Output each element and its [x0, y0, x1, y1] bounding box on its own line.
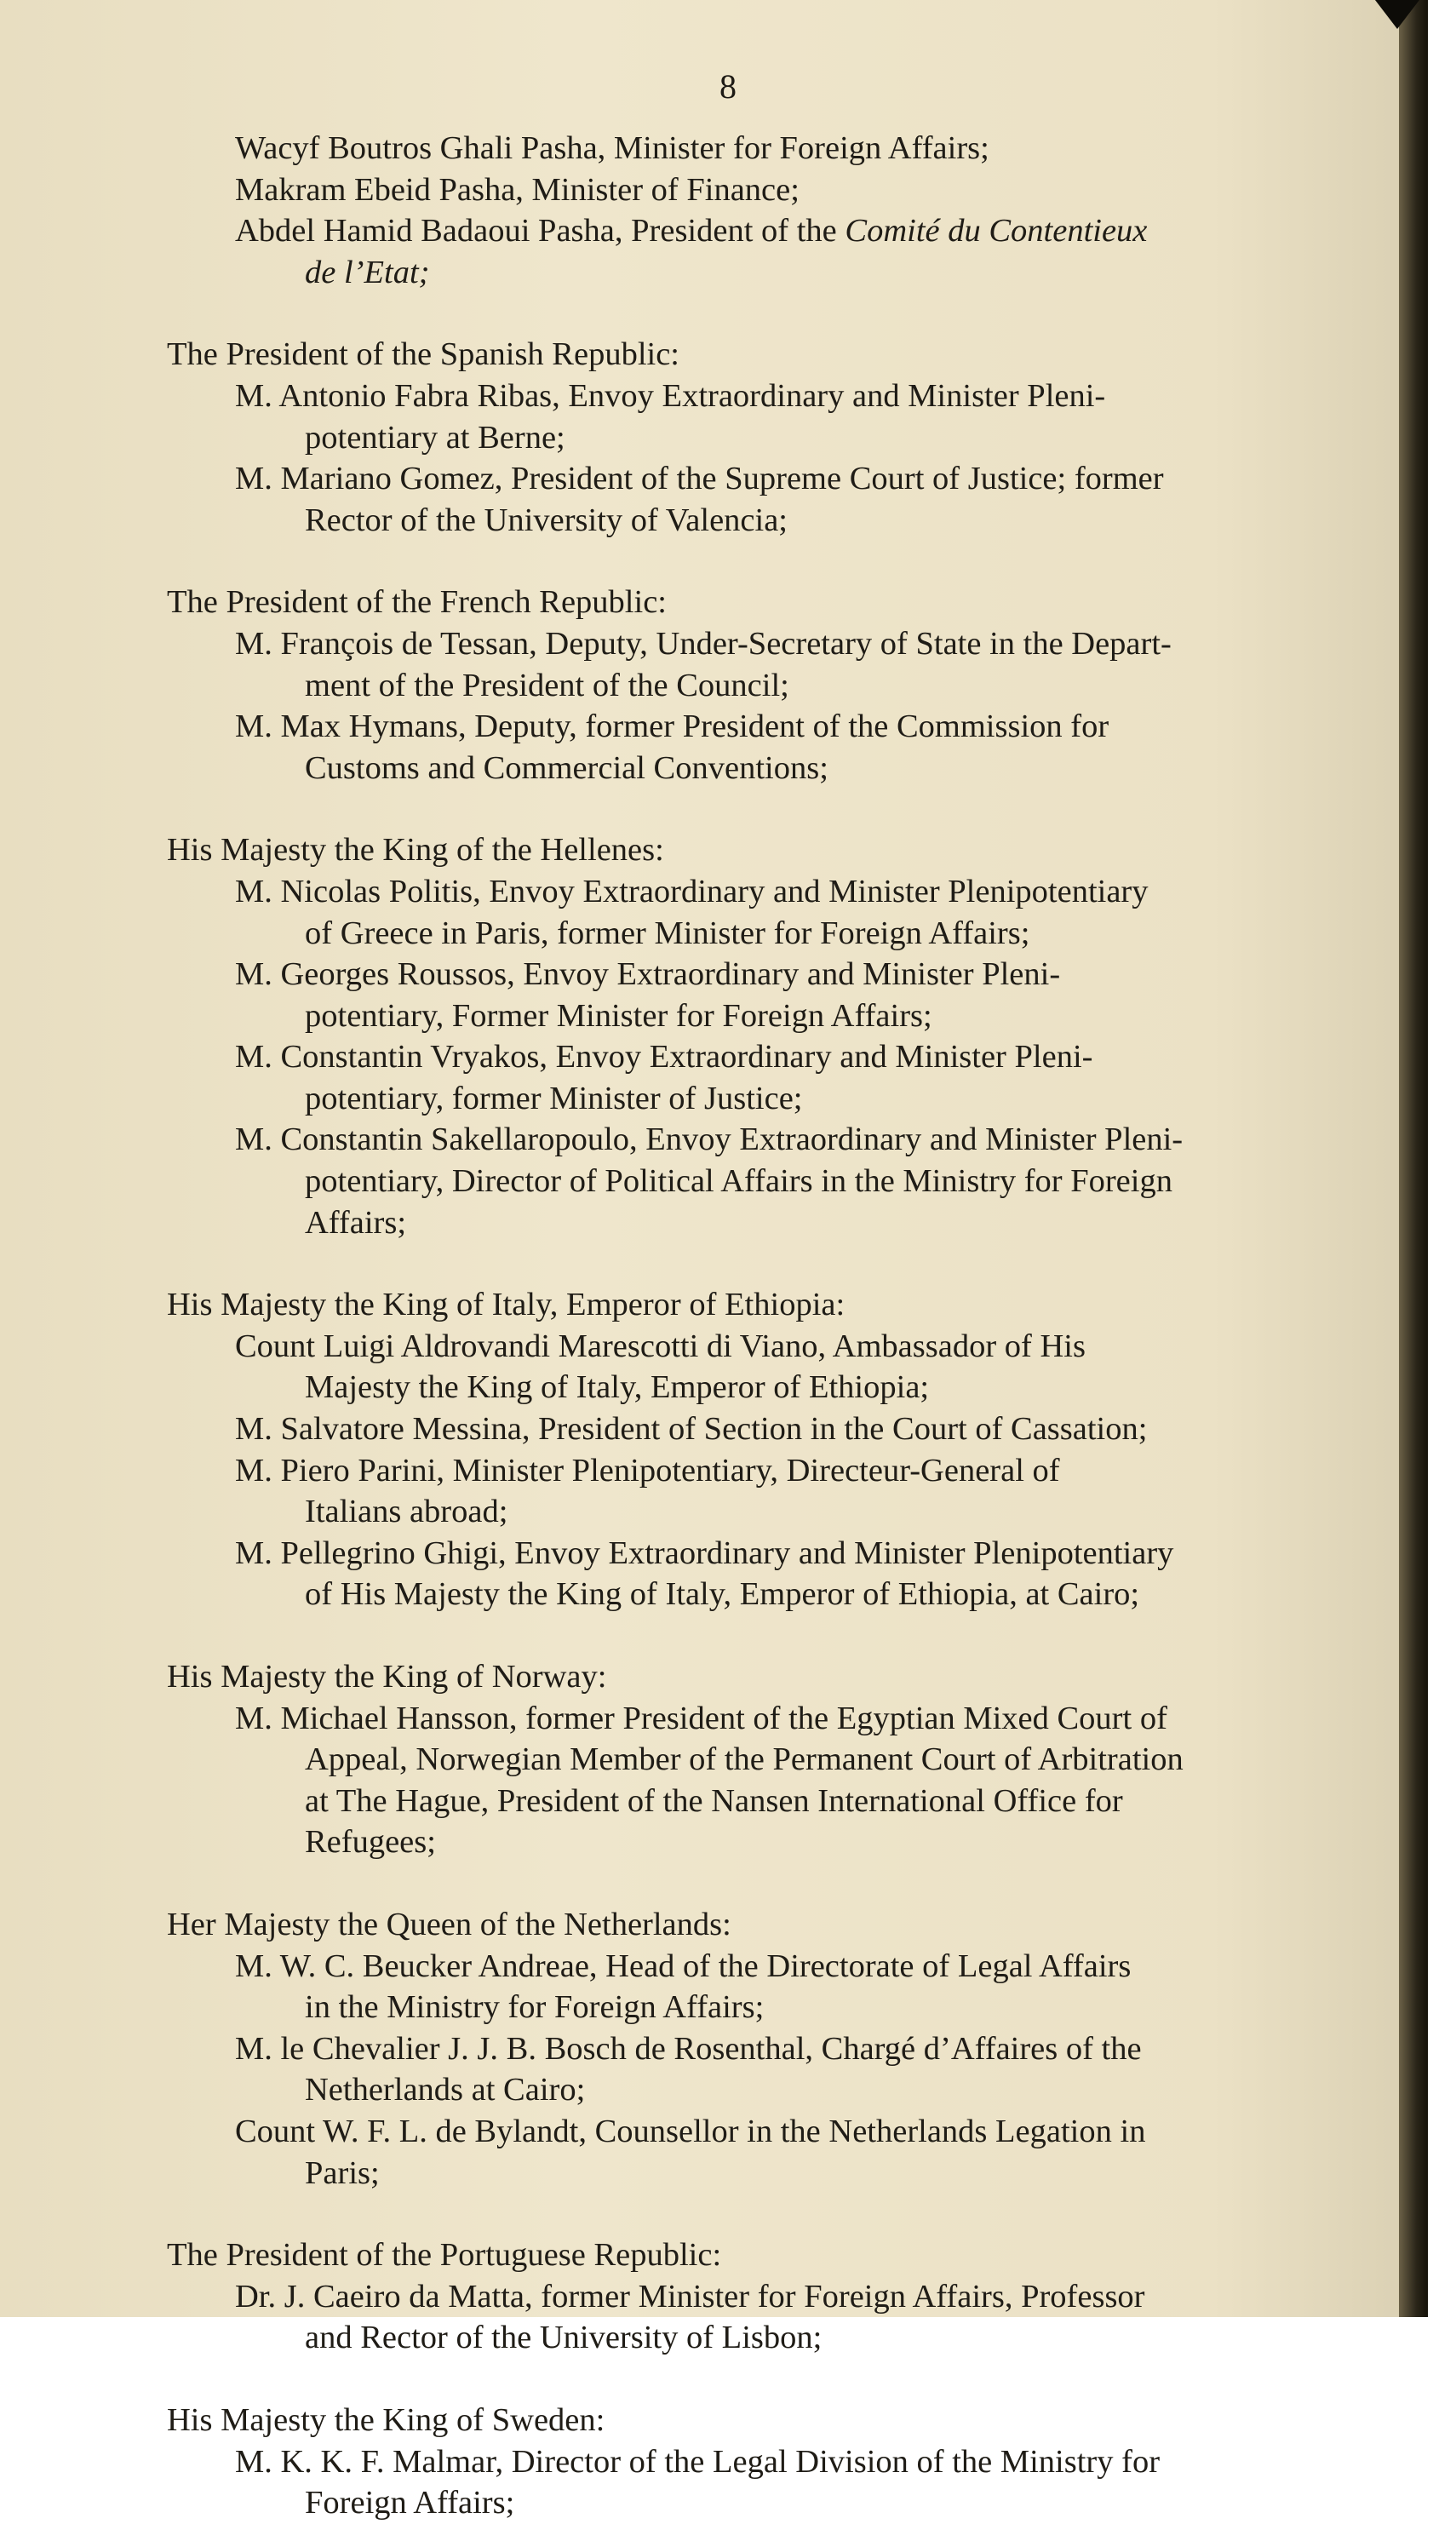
- line-text: of Greece in Paris, former Minister for Foreign Affairs;: [305, 915, 1030, 951]
- line-text: His Majesty the King of Italy, Emperor of Ethiopia:: [167, 1287, 846, 1323]
- paragraph-gap: [167, 1863, 1359, 1904]
- paragraph: [167, 1904, 1359, 2194]
- line-text: Affairs;: [305, 1204, 407, 1241]
- text-line: [167, 2482, 1359, 2524]
- paragraph: [167, 128, 1359, 293]
- text-line: [167, 995, 1359, 1037]
- heading-line: [167, 2400, 1359, 2441]
- line-text: M. Nicolas Politis, Envoy Extraordinary and Minister Plenipotentiary: [235, 873, 1149, 909]
- line-text: of His Majesty the King of Italy, Emperor of Ethiopia, at Cairo;: [305, 1576, 1140, 1613]
- text-line: [167, 1574, 1359, 1615]
- line-text: Paris;: [305, 2154, 380, 2191]
- paragraph: [167, 2400, 1359, 2524]
- text-line: [167, 458, 1359, 500]
- line-text: M. Pellegrino Ghigi, Envoy Extraordinary and Minister Plenipotentiary: [235, 1534, 1174, 1571]
- text-line: [167, 2153, 1359, 2194]
- text-line: [167, 1491, 1359, 1533]
- text-line: [167, 252, 1359, 294]
- line-text: Abdel Hamid Badaoui Pasha, President of the: [235, 213, 837, 250]
- line-text: His Majesty the King of the Hellenes:: [167, 832, 664, 869]
- text-line: [167, 1987, 1359, 2028]
- text-line: [167, 2028, 1359, 2070]
- line-text: M. K. K. F. Malmar, Director of the Legal Division of the Ministry for: [235, 2443, 1161, 2480]
- text-line: [167, 500, 1359, 542]
- line-text: M. Salvatore Messina, President of Section in the Court of Cassation;: [235, 1411, 1148, 1448]
- line-text: Her Majesty the Queen of the Netherlands:: [167, 1906, 731, 1942]
- text-line: [167, 1161, 1359, 1202]
- paragraph: [167, 1284, 1359, 1615]
- line-text: M. W. C. Beucker Andreae, Head of the Directorate of Legal Affairs: [235, 1947, 1132, 1984]
- line-text: M. François de Tessan, Deputy, Under-Secretary of State in the Depart-: [235, 625, 1172, 662]
- paragraph-gap: [167, 789, 1359, 829]
- paragraph: [167, 1656, 1359, 1863]
- line-text: Italians abroad;: [305, 1494, 508, 1530]
- line-text: M. Max Hymans, Deputy, former President of the Commission for: [235, 708, 1109, 745]
- heading-line: [167, 1284, 1359, 1326]
- text-line: [167, 2069, 1359, 2111]
- text-line: [167, 665, 1359, 707]
- paragraph-gap: [167, 2359, 1359, 2400]
- line-text: Appeal, Norwegian Member of the Permanent Court of Arbitration: [305, 1741, 1184, 1778]
- line-text: The President of the Spanish Republic:: [167, 336, 679, 373]
- italic-text: de l’Etat;: [305, 254, 430, 290]
- text-line: [167, 1739, 1359, 1781]
- line-text: Rector of the University of Valencia;: [305, 502, 788, 538]
- text-line: [167, 954, 1359, 995]
- text-line: [167, 210, 1359, 252]
- line-text: Majesty the King of Italy, Emperor of Ethiopia;: [305, 1369, 930, 1406]
- line-text: Wacyf Boutros Ghali Pasha, Minister for Foreign Affairs;: [235, 130, 989, 166]
- text-line: [167, 1533, 1359, 1575]
- text-line: [167, 1078, 1359, 1120]
- text-line: [167, 2317, 1359, 2359]
- text-line: [167, 128, 1359, 169]
- line-text: potentiary, Director of Political Affairs in the Ministry for Foreign: [305, 1163, 1172, 1200]
- line-text: M. Piero Parini, Minister Plenipotentiary, Directeur-General of: [235, 1452, 1060, 1489]
- text-line: [167, 1781, 1359, 1822]
- paragraph: [167, 2234, 1359, 2359]
- line-text: M. Michael Hansson, former President of the Egyptian Mixed Court of: [235, 1700, 1167, 1736]
- text-line: [167, 417, 1359, 459]
- paragraph: [167, 829, 1359, 1243]
- line-text: Customs and Commercial Conventions;: [305, 749, 828, 786]
- text-line: [167, 748, 1359, 789]
- text-line: [167, 2111, 1359, 2153]
- paragraph: [167, 582, 1359, 789]
- book-spine-shadow: [1399, 0, 1428, 2317]
- line-text: potentiary, Former Minister for Foreign Affairs;: [305, 997, 932, 1034]
- line-text: M. Constantin Vryakos, Envoy Extraordinary and Minister Pleni-: [235, 1039, 1093, 1076]
- line-text: M. le Chevalier J. J. B. Bosch de Rosenthal, Chargé d’Affaires of the: [235, 2030, 1142, 2067]
- text-line: [167, 1946, 1359, 1988]
- line-text: His Majesty the King of Sweden:: [167, 2401, 605, 2438]
- line-text: potentiary, former Minister of Justice;: [305, 1080, 803, 1116]
- line-text: Foreign Affairs;: [305, 2485, 515, 2521]
- line-text: The President of the French Republic:: [167, 584, 667, 621]
- text-line: [167, 2276, 1359, 2318]
- line-text: The President of the Portuguese Republic:: [167, 2237, 722, 2274]
- line-text: M. Mariano Gomez, President of the Supreme Court of Justice; former: [235, 461, 1164, 497]
- text-line: [167, 1450, 1359, 1492]
- line-text: ment of the President of the Council;: [305, 667, 789, 703]
- heading-line: [167, 582, 1359, 623]
- text-line: [167, 1821, 1359, 1863]
- text-line: [167, 1119, 1359, 1161]
- paragraph-gap: [167, 293, 1359, 334]
- paragraph: [167, 334, 1359, 541]
- heading-line: [167, 829, 1359, 871]
- line-text: M. Constantin Sakellaropoulo, Envoy Extraordinary and Minister Pleni-: [235, 1121, 1184, 1158]
- line-text: M. Georges Roussos, Envoy Extraordinary and Minister Pleni-: [235, 956, 1061, 993]
- text-line: [167, 706, 1359, 748]
- line-text: Netherlands at Cairo;: [305, 2072, 586, 2108]
- line-text: Makram Ebeid Pasha, Minister of Finance;: [235, 171, 800, 208]
- line-text: Count W. F. L. de Bylandt, Counsellor in the Netherlands Legation in: [235, 2113, 1146, 2149]
- paragraph-gap: [167, 2194, 1359, 2234]
- line-text: in the Ministry for Foreign Affairs;: [305, 1989, 765, 2026]
- text-line: [167, 2441, 1359, 2483]
- line-text: and Rector of the University of Lisbon;: [305, 2320, 823, 2356]
- text-line: [167, 1698, 1359, 1740]
- italic-text: Comité du Contentieux: [845, 213, 1148, 250]
- heading-line: [167, 1904, 1359, 1946]
- line-text: Dr. J. Caeiro da Matta, former Minister for Foreign Affairs, Professor: [235, 2278, 1145, 2315]
- text-line: [167, 376, 1359, 417]
- paragraph-gap: [167, 1615, 1359, 1656]
- text-line: [167, 1326, 1359, 1368]
- treaty-text-body: [167, 128, 1359, 2524]
- paragraph-gap: [167, 541, 1359, 582]
- line-text: M. Antonio Fabra Ribas, Envoy Extraordinary and Minister Pleni-: [235, 377, 1106, 414]
- text-line: [167, 871, 1359, 913]
- text-line: [167, 1202, 1359, 1244]
- page-number: 8: [719, 67, 737, 106]
- corner-marker-icon: [1375, 0, 1419, 29]
- line-text: Count Luigi Aldrovandi Marescotti di Viano, Ambassador of His: [235, 1328, 1086, 1364]
- heading-line: [167, 2234, 1359, 2276]
- text-line: [167, 1367, 1359, 1408]
- paragraph-gap: [167, 1243, 1359, 1284]
- text-line: [167, 623, 1359, 665]
- heading-line: [167, 334, 1359, 376]
- text-line: [167, 1036, 1359, 1078]
- line-text: potentiary at Berne;: [305, 419, 565, 456]
- line-text: Refugees;: [305, 1824, 436, 1861]
- line-text: at The Hague, President of the Nansen International Office for: [305, 1782, 1123, 1819]
- text-line: [167, 913, 1359, 955]
- text-line: [167, 169, 1359, 211]
- text-line: [167, 1408, 1359, 1450]
- heading-line: [167, 1656, 1359, 1698]
- line-text: His Majesty the King of Norway:: [167, 1659, 607, 1695]
